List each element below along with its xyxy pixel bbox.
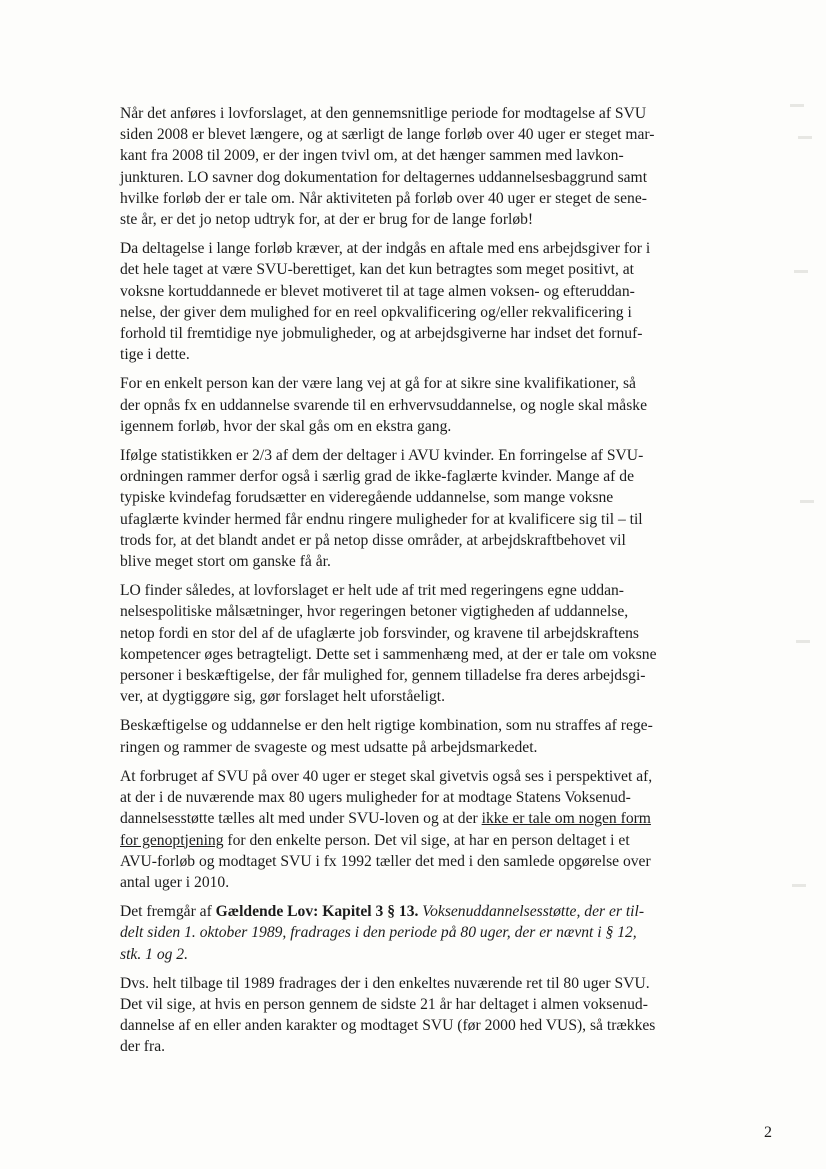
text-line (120, 830, 705, 851)
text-line: For en enkelt person kan der være lang vej at gå for at sikre sine kvalifikationer, så (120, 375, 636, 393)
text-run: for den enkelte person. Det vil sige, at har en person deltaget i et (223, 831, 630, 849)
text-line: Ifølge statistikken er 2/3 af dem der deltager i AVU kvinder. En forringelse af SVU- (120, 447, 644, 465)
page-number: 2 (764, 1124, 772, 1141)
text-line: siden 2008 er blevet længere, og at særligt de lange forløb over 40 uger er steget mar- (120, 126, 655, 144)
text-line: dannelse af en eller anden karakter og modtaget SVU (før 2000 hed VUS), så trækkes (120, 1017, 656, 1035)
law-reference: Gældende Lov: Kapitel 3 § 13. (215, 903, 419, 921)
text-line: det hele taget at være SVU-berettiget, kan det kun betragtes som meget positivt, at (120, 261, 635, 279)
text-line: netop fordi en stor del af de ufaglærte job forsvinder, og kravene til arbejdskraftens (120, 624, 639, 642)
text-line: ver, at dygtiggøre sig, gør forslaget helt uforståeligt. (120, 688, 446, 706)
text-line: ste år, er det jo netop udtryk for, at der er brug for de lange forløb! (120, 211, 534, 229)
text-line: der fra. (120, 1038, 166, 1056)
paragraph-2 (120, 238, 705, 365)
law-quote-line: delt siden 1. oktober 1989, fradrages i den periode på 80 uger, der er nævnt i § 12, (120, 924, 637, 942)
text-line: tige i dette. (120, 346, 190, 364)
text-line: Når det anføres i lovforslaget, at den gennemsnitlige periode for modtagelse af SVU (120, 105, 647, 122)
paragraph-6 (120, 715, 705, 757)
underlined-phrase: for genoptjening (120, 831, 224, 849)
text-line: Beskæftigelse og uddannelse er den helt rigtige kombination, som nu straffes af rege- (120, 717, 653, 735)
text-line: Det vil sige, at hvis en person gennem de sidste 21 år har deltaget i almen voksenud- (120, 995, 648, 1013)
text-line: kant fra 2008 til 2009, er der ingen tvivl om, at det hænger sammen med lavkon- (120, 147, 624, 165)
text-line: kompetencer øges betragteligt. Dette set i sammenhæng med, at der er tale om voksne (120, 645, 657, 663)
text-line: antal uger i 2010. (120, 873, 230, 891)
text-line (120, 901, 705, 922)
text-line: igennem forløb, hvor der skal gås om en ekstra gang. (120, 417, 452, 435)
text-run: Det fremgår af (120, 903, 216, 921)
scan-artifact (800, 500, 814, 503)
text-line: Dvs. helt tilbage til 1989 fradrages der i den enkeltes nuværende ret til 80 uger SVU. (120, 974, 650, 992)
paragraph-8 (120, 901, 705, 965)
scan-artifact (796, 640, 810, 643)
text-line: ringen og rammer de svageste og mest udsatte på arbejdsmarkedet. (120, 738, 538, 756)
text-line: AVU-forløb og modtaget SVU i fx 1992 tæller det med i den samlede opgørelse over (120, 852, 651, 870)
text-line: trods for, at det blandt andet er på netop disse områder, at arbejdskraftbehovet vil (120, 531, 626, 549)
text-line: forhold til fremtidige nye jobmuligheder, og at arbejdsgiverne har indset det fornuf- (120, 325, 643, 343)
document-body (120, 103, 705, 1066)
paragraph-5 (120, 580, 705, 707)
text-line: typiske kvindefag forudsætter en videregående uddannelse, som mange voksne (120, 489, 614, 507)
text-line: der opnås fx en uddannelse svarende til en erhvervsuddannelse, og nogle skal måske (120, 396, 647, 414)
text-line: LO finder således, at lovforslaget er helt ude af trit med regeringens egne uddan- (120, 582, 625, 600)
scan-artifact (792, 884, 806, 887)
scan-artifact (790, 104, 804, 107)
text-line: voksne kortuddannede er blevet motiveret til at tage almen voksen- og efteruddan- (120, 282, 635, 300)
text-line: Da deltagelse i lange forløb kræver, at der indgås en aftale med ens arbejdsgiver for i (120, 240, 651, 258)
text-line: At forbruget af SVU på over 40 uger er steget skal givetvis også ses i perspektivet af, (120, 767, 653, 785)
underlined-phrase: ikke er tale om nogen form (481, 810, 651, 828)
text-line: blive meget stort om ganske få år. (120, 553, 331, 571)
text-line: ordningen rammer derfor også i særlig grad de ikke-faglærte kvinder. Mange af de (120, 468, 634, 486)
text-line: nelse, der giver dem mulighed for en reel opkvalificering og/eller rekvalificering i (120, 303, 632, 321)
scan-artifact (798, 136, 812, 139)
text-line: personer i beskæftigelse, der får mulighed for, gennem tilladelse fra deres arbejdsgi- (120, 667, 646, 685)
paragraph-1 (120, 103, 705, 230)
text-line: at der i de nuværende max 80 ugers muligheder for at modtage Statens Voksenud- (120, 789, 631, 807)
paragraph-9 (120, 973, 705, 1058)
law-quote-line: stk. 1 og 2. (120, 945, 189, 963)
text-line (120, 808, 705, 829)
text-line: ufaglærte kvinder hermed får endnu ringere muligheder for at kvalificere sig til – til (120, 510, 643, 528)
text-line: hvilke forløb der er tale om. Når aktiviteten på forløb over 40 uger er steget de sene- (120, 189, 647, 207)
text-line: nelsespolitiske målsætninger, hvor regeringen betoner vigtigheden af uddannelse, (120, 603, 629, 621)
text-run: dannelsesstøtte tælles alt med under SVU-loven og at der (120, 810, 482, 828)
paragraph-4 (120, 445, 705, 572)
scan-artifact (794, 270, 808, 273)
paragraph-3 (120, 373, 705, 437)
law-quote: Voksenuddannelsesstøtte, der er til- (418, 903, 645, 921)
paragraph-7 (120, 766, 705, 893)
text-line: junkturen. LO savner dog dokumentation for deltagernes uddannelsesbaggrund samt (120, 168, 648, 186)
